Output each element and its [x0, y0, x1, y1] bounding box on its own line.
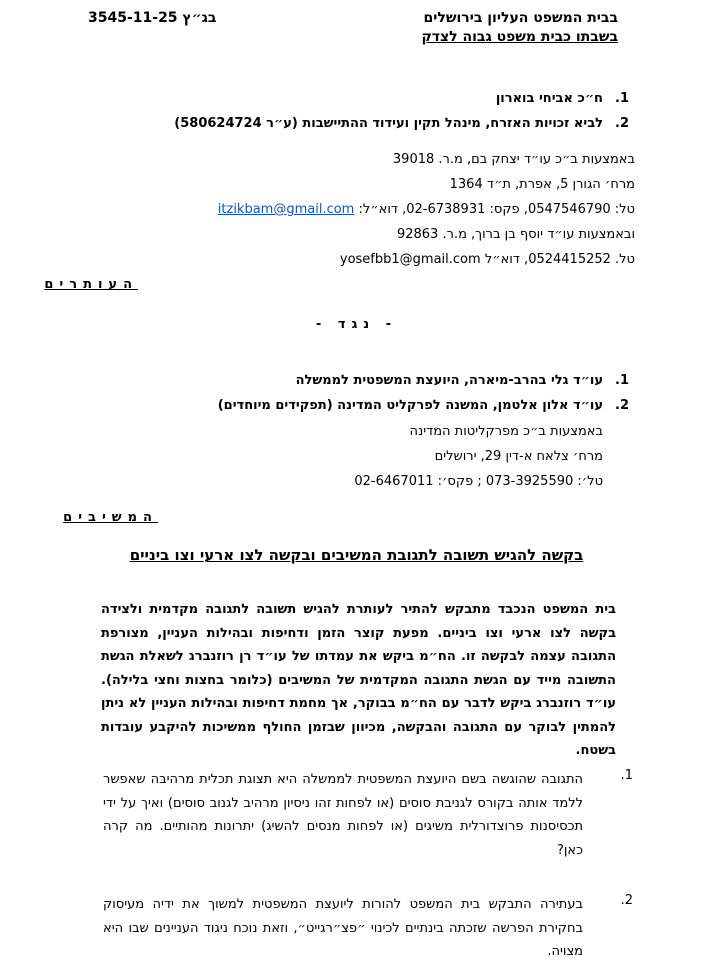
court-subtitle: בשבתו כבית משפט גבוה לצדק: [421, 29, 618, 45]
respondent-name: עו״ד גלי בהרב-מיארה, היועצת המשפטית לממשלה: [295, 373, 603, 388]
paragraph-number: 1.: [620, 768, 633, 783]
petitioner-address-line: מרח׳ הגורן 5, אפרת, ת״ד 1364: [449, 177, 635, 192]
petitioner-contact-text: טל: 0547546790, פקס: 02-6738931, דוא״ל:: [358, 202, 635, 217]
court-name: בבית המשפט העליון בירושלים: [423, 10, 618, 26]
petitioner-contact-line: [340, 252, 635, 267]
petitioner-contact-text: טל. 0524415252, דוא״ל: [484, 252, 635, 267]
petitioner-number: 2.: [615, 116, 629, 131]
body-paragraph: התגובה שהוגשה בשם היועצת המשפטית לממשלה היא תצוגת תכלית מרהיבה שאפשר ללמד אותה בקורס לגניבת סוסים (או לפחות זהו ניסיון מרהיב לגנוב סוסים) ואיך על ידי תכסיסנות פרוצדורלית משיגים (או לפחות מנסים להשיג) יתרונות מהותיים. מה קרה כאן?: [103, 772, 583, 858]
petitioner-address-line: ובאמצעות עו״ד יוסף בן ברוך, מ.ר. 92863: [396, 227, 635, 242]
petitioner-number: 1.: [615, 91, 629, 106]
petitioners-role-label: העותרים: [44, 277, 138, 292]
respondent-number: 1.: [615, 373, 629, 388]
petitioner-email: yosefbb1@gmail.com: [339, 252, 481, 267]
respondent-address-line: מרח׳ צלאח א-דין 29, ירושלים: [434, 449, 603, 464]
versus-separator: - נגד -: [315, 317, 398, 332]
respondents-role-label: המשיבים: [63, 510, 158, 525]
case-number: בג״ץ 3545-11-25: [88, 10, 217, 26]
respondent-number: 2.: [615, 398, 629, 413]
petitioner-name: ח״כ אביחי בוארון: [495, 91, 603, 106]
respondent-name: עו״ד אלון אלטמן, המשנה לפרקליט המדינה (תפקידים מיוחדים): [217, 398, 603, 413]
intro-paragraph: בית המשפט הנכבד מתבקש להתיר לעותרת להגיש תשובה לתגובה מקדמית ולצידה בקשה לצו ארעי וצו ביניים. מפעת קוצר הזמן ודחיפות ובהילות העניין, מצורפת התגובה עצמה לבקשה זו. הח״מ ביקש את עמדתו של עו״ד רן רוזנברג לשאלת הגשת התשובה מייד עם הגשת התגובה המקדמית של המשיבים (כלומר בחצות וחצי בלילה). עו״ד רוזנברג ביקש לדבר עם הח״מ בבוקר, אך מחמת דחיפות ובהילות העניין לא ניתן להמתין לבוקר עם התגובה והבקשה, מכיוון שבזמן החולף ממשיכות להיקבע עובדות בשטח.: [101, 602, 616, 758]
body-paragraph: בעתירה התבקש בית המשפט להורות ליועצת המשפטית למשוך את ידיה מעיסוק בחקירת הפרשה שזכתה בינתיים לכינוי ״פצ״רגייט״, וזאת נוכח ניגוד העניינים שבו היא מצויה.: [103, 897, 583, 959]
paragraph-number: 2.: [620, 893, 633, 908]
respondent-address-line: באמצעות ב״כ מפרקליטות המדינה: [409, 424, 603, 439]
petitioner-contact-line: [218, 202, 635, 217]
document-title: בקשה להגיש תשובה לתגובת המשיבים ובקשה לצו ארעי וצו ביניים: [129, 546, 584, 564]
respondent-contact-line: טל׳: 073-3925590 ; פקס׳: 02-6467011: [354, 474, 603, 489]
petitioner-address-line: באמצעות ב״כ עו״ד יצחק בם, מ.ר. 39018: [392, 152, 635, 167]
petitioner-email-link[interactable]: itzikbam@gmail.com: [217, 202, 355, 217]
petitioner-name: לביא זכויות האזרח, מינהל תקין ועידוד ההתיישבות (ע״ר 580624724): [174, 116, 603, 131]
